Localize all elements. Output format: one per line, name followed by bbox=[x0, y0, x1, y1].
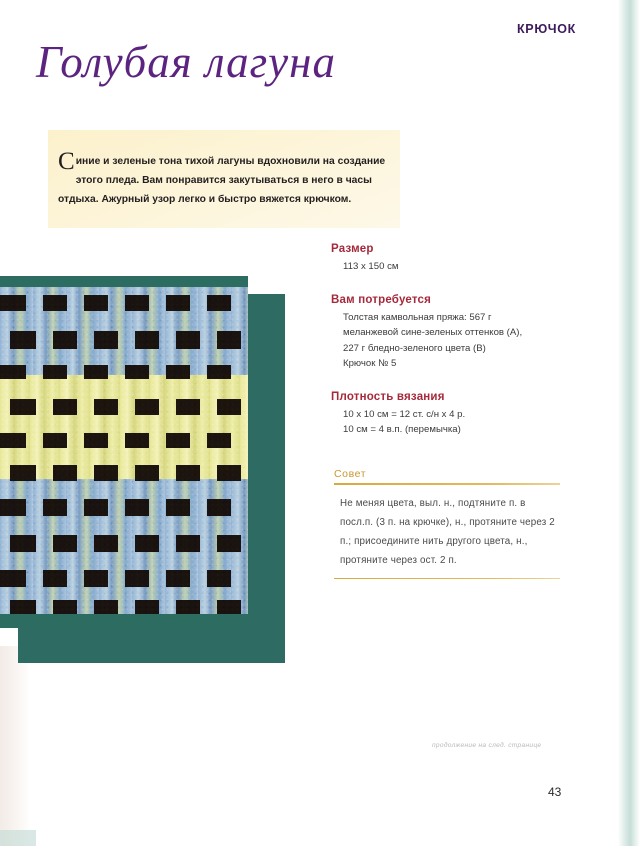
tip-title: Совет bbox=[334, 468, 367, 480]
info-section bbox=[331, 391, 571, 438]
yarn-band-yellow bbox=[0, 375, 248, 479]
mesh-hole-row bbox=[0, 499, 248, 516]
tip-box bbox=[334, 468, 560, 579]
section-kicker: КРЮЧОК bbox=[516, 22, 576, 36]
info-section-body bbox=[343, 310, 571, 372]
info-section-heading: Размер bbox=[331, 243, 374, 255]
info-line: меланжевой сине-зеленых оттенков (А), bbox=[343, 327, 523, 338]
scan-edge-right bbox=[618, 0, 640, 846]
crochet-swatch-image bbox=[0, 287, 248, 614]
info-line: 10 см = 4 в.п. (перемычка) bbox=[343, 424, 461, 435]
info-line: Крючок № 5 bbox=[343, 358, 397, 369]
info-line: 113 x 150 см bbox=[343, 261, 399, 272]
intro-paragraph bbox=[58, 148, 394, 209]
mesh-hole-row bbox=[0, 465, 248, 481]
intro-body-text: иние и зеленые тона тихой лагуны вдохновили на создание этого пледа. Вам понравится закутываться в него в часы отдыха. Ажурный узор легко и быстро вяжется крючком. bbox=[58, 156, 386, 205]
intro-callout-box bbox=[48, 130, 400, 228]
tip-rule-bottom bbox=[334, 578, 560, 580]
info-line: 227 г бледно-зеленого цвета (В) bbox=[343, 342, 486, 354]
info-line: 10 x 10 см = 12 ст. с/н х 4 р. bbox=[343, 408, 466, 420]
page-title: Голубая лагуна bbox=[36, 37, 336, 87]
info-section-heading: Вам потребуется bbox=[331, 293, 432, 306]
mesh-hole-row bbox=[0, 399, 248, 415]
mesh-hole-row bbox=[0, 295, 248, 311]
mesh-hole-row bbox=[0, 600, 248, 614]
info-section-body bbox=[343, 407, 571, 438]
scan-edge-left bbox=[0, 646, 30, 846]
intro-dropcap: С bbox=[58, 148, 75, 175]
mesh-hole-row bbox=[0, 365, 248, 379]
mesh-hole-row bbox=[0, 331, 248, 349]
info-section-heading: Плотность вязания bbox=[331, 390, 445, 403]
mesh-hole-row bbox=[0, 535, 248, 552]
mesh-hole-row bbox=[0, 433, 248, 448]
mesh-hole-row bbox=[0, 570, 248, 587]
page-number: 43 bbox=[548, 785, 562, 799]
continued-note: продолжение на след. странице bbox=[432, 742, 542, 749]
info-section bbox=[331, 243, 571, 275]
info-line: Толстая камвольная пряжа: 567 г bbox=[343, 311, 492, 323]
info-section-body bbox=[343, 259, 571, 275]
pattern-info-column bbox=[331, 243, 571, 457]
tip-text: Не меняя цвета, выл. н., подтяните п. в посл.п. (3 п. на крючке), н., протяните через 2 п.; присоедините нить другого цвета, н., протяните через ост. 2 п. bbox=[340, 497, 555, 566]
photo-frame bbox=[0, 276, 248, 628]
scan-edge-bottom-left bbox=[0, 830, 36, 846]
info-section bbox=[331, 294, 571, 372]
